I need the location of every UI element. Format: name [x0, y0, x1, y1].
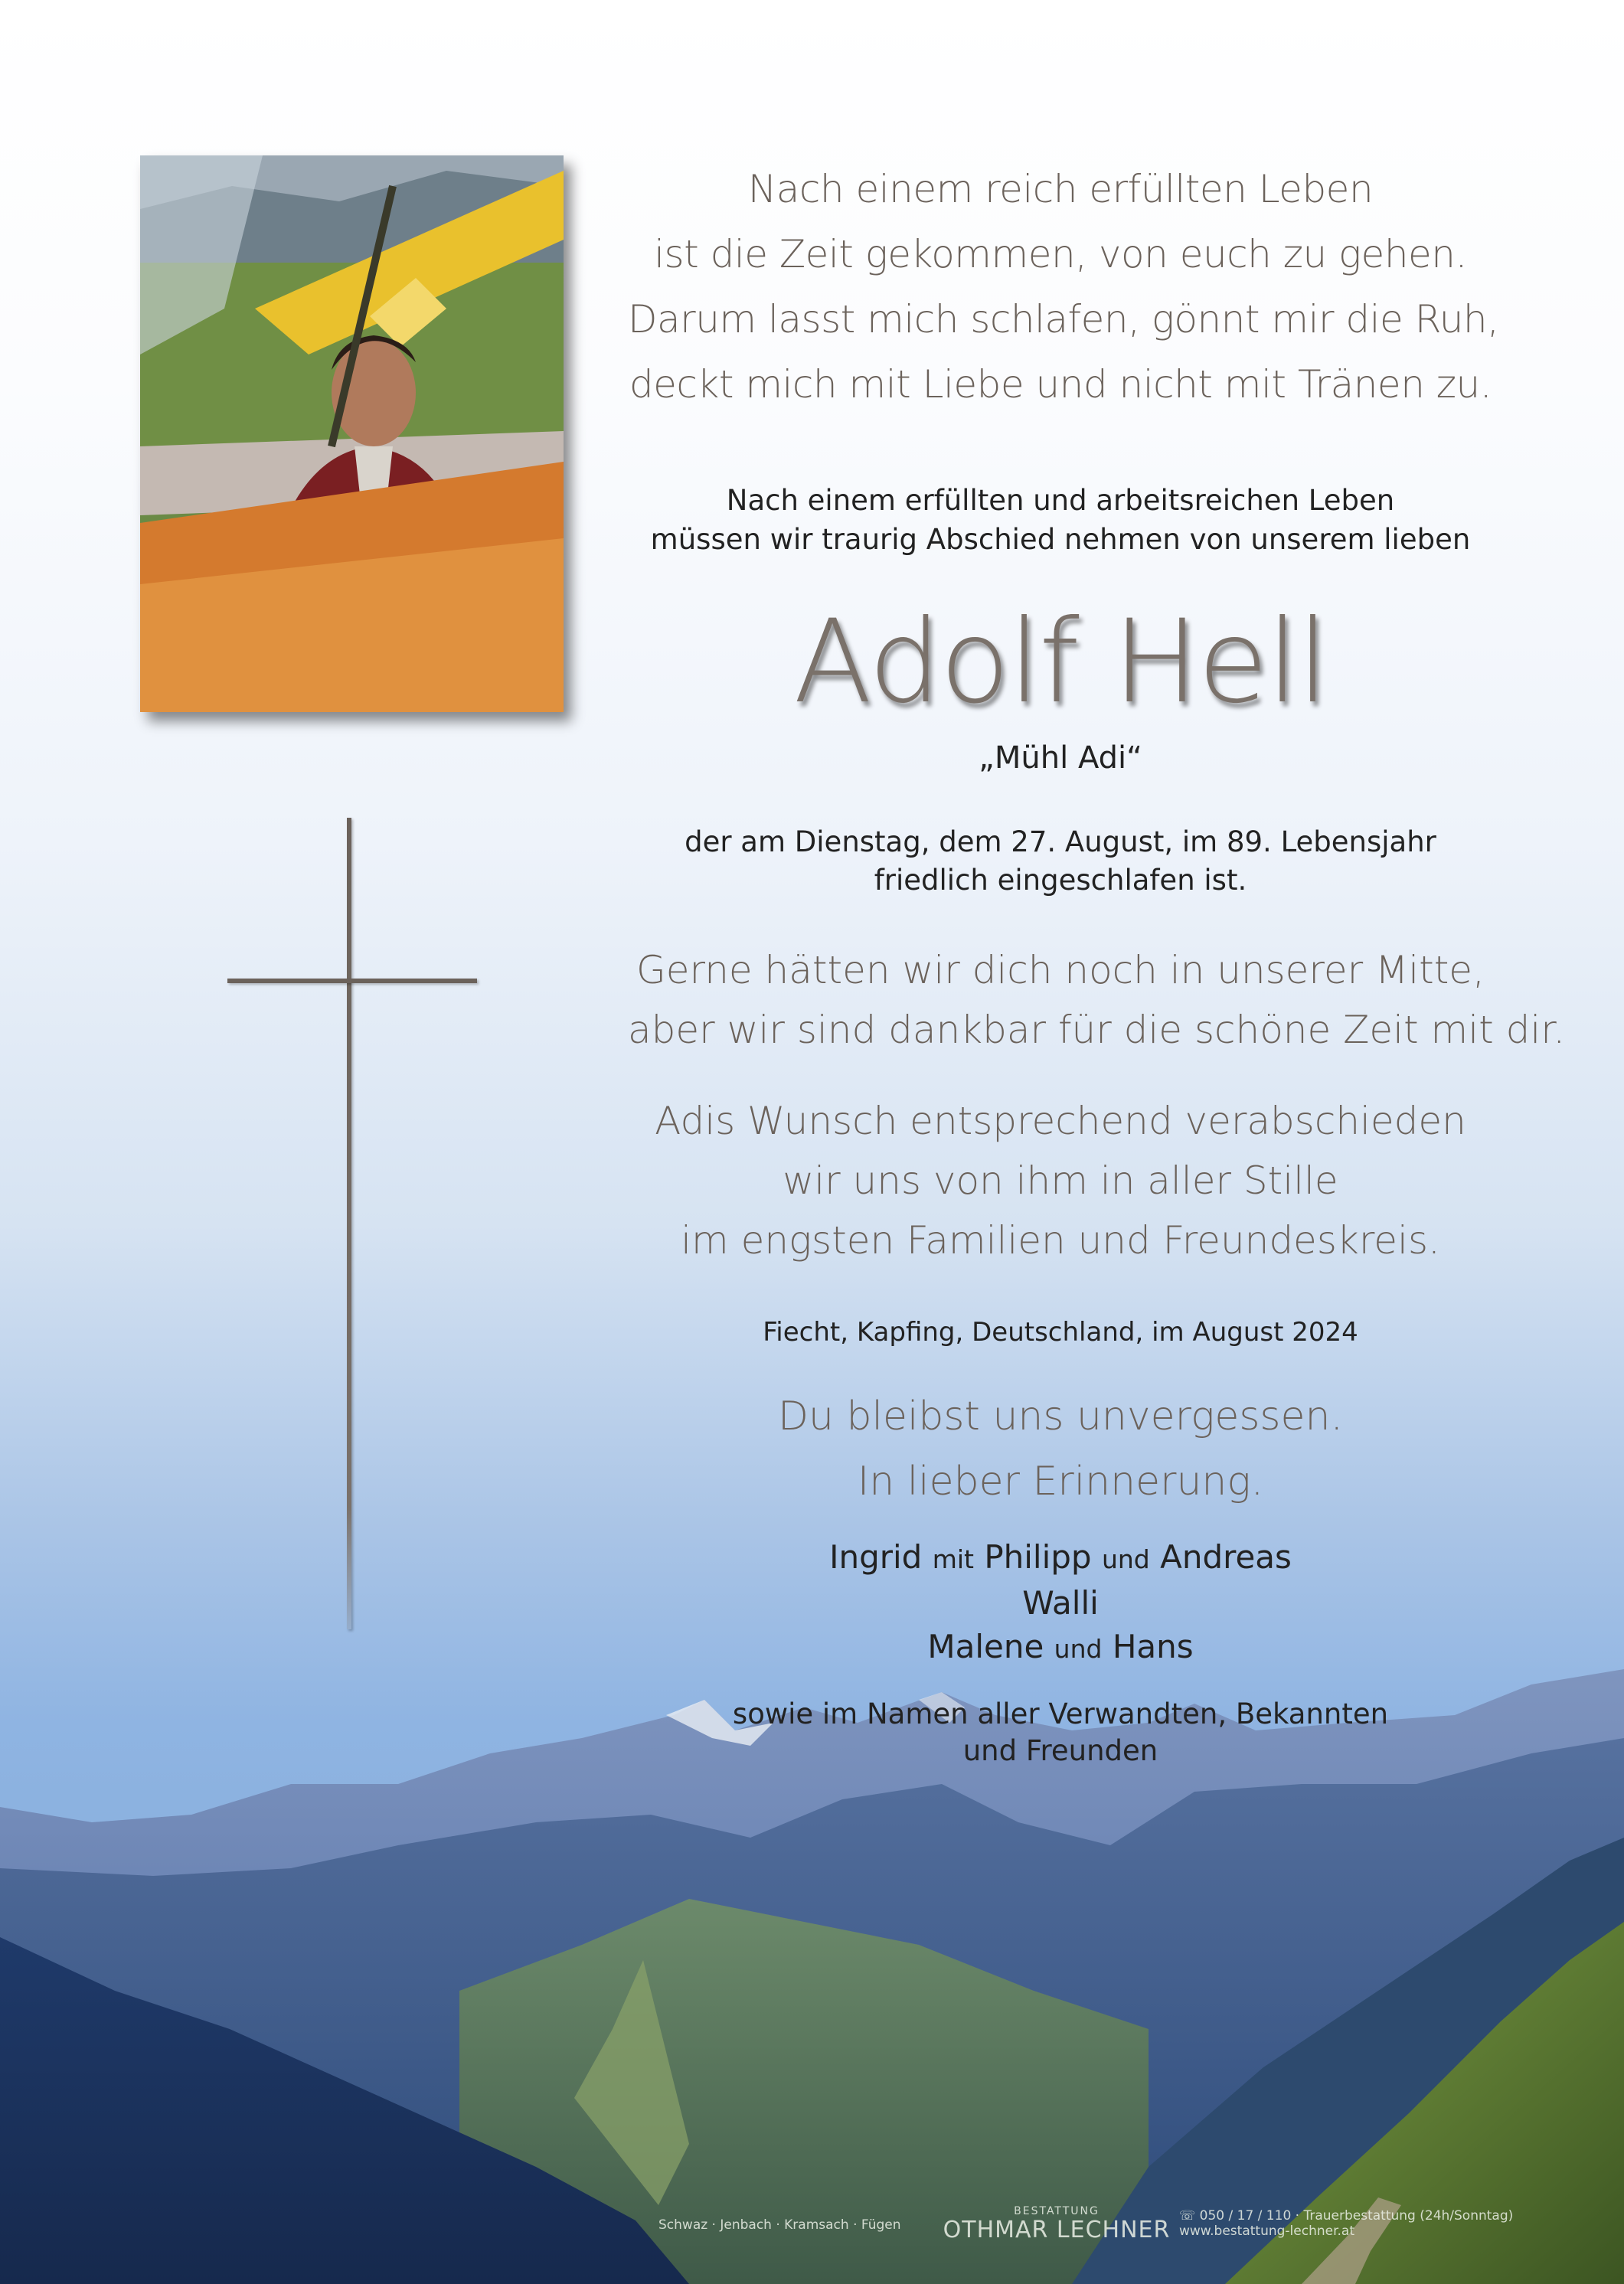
verse-line: Nach einem reich erfüllten Leben — [747, 167, 1374, 211]
remembrance-line: Du bleibst uns unvergessen. — [778, 1394, 1343, 1439]
family-member: Malene — [927, 1628, 1044, 1665]
family-connector: und — [1101, 1544, 1150, 1574]
brand-name: OTHMAR LECHNER — [943, 2217, 1171, 2243]
family-names — [628, 1535, 1493, 1671]
remembrance-line: In lieber Erinnerung. — [857, 1459, 1264, 1505]
family-line-2: Walli — [1022, 1584, 1099, 1622]
opening-verse — [628, 157, 1499, 417]
death-line: friedlich eingeschlafen ist. — [874, 864, 1247, 897]
footer-phone: ☏ 050 / 17 / 110 · Trauerbestattung (24h/Sonntag) — [1179, 2208, 1514, 2224]
family-line-1 — [628, 1535, 1493, 1581]
family-member: Ingrid — [829, 1538, 923, 1576]
deceased-name: Adolf Hell — [793, 596, 1328, 729]
wish-line: aber wir sind dankbar für die schöne Zeit mit dir. — [628, 1008, 1566, 1052]
verse-line: Darum lasst mich schlafen, gönnt mir die Ruh, — [628, 297, 1499, 341]
farewell-text — [628, 1091, 1493, 1270]
place-date: Fiecht, Kapfing, Deutschland, im August 2024 — [763, 1317, 1358, 1348]
family-connector: und — [1054, 1634, 1103, 1664]
wish-line: Gerne hätten wir dich noch in unserer Mitte, — [636, 948, 1485, 992]
cross-icon — [347, 818, 351, 1629]
footer-locations: Schwaz · Jenbach · Kramsach · Fügen — [658, 2217, 901, 2233]
closing-line: sowie im Namen aller Verwandten, Bekannten — [732, 1697, 1389, 1730]
family-connector: mit — [932, 1544, 974, 1574]
family-member: Philipp — [984, 1538, 1092, 1576]
wish-text — [628, 940, 1566, 1060]
farewell-line: Adis Wunsch entsprechend verabschieden — [655, 1099, 1466, 1143]
funeral-home-logo — [942, 2205, 1171, 2243]
family-member: Hans — [1112, 1628, 1194, 1665]
verse-line: deckt mich mit Liebe und nicht mit Tränen zu. — [629, 362, 1492, 407]
farewell-line: wir uns von ihm in aller Stille — [783, 1158, 1338, 1203]
intro-line: müssen wir traurig Abschied nehmen von unserem lieben — [650, 523, 1471, 556]
footer-contact — [1179, 2208, 1513, 2239]
farewell-line: im engsten Familien und Freundeskreis. — [681, 1218, 1440, 1263]
death-line: der am Dienstag, dem 27. August, im 89. Lebensjahr — [685, 825, 1436, 858]
intro-text — [628, 481, 1493, 559]
family-line-3 — [628, 1625, 1493, 1671]
portrait-photo — [140, 155, 564, 712]
brand-small: BESTATTUNG — [1014, 2205, 1100, 2217]
remembrance-text — [628, 1384, 1493, 1514]
verse-line: ist die Zeit gekommen, von euch zu gehen. — [654, 232, 1467, 276]
closing-line: und Freunden — [962, 1734, 1158, 1767]
intro-line: Nach einem erfüllten und arbeitsreichen Leben — [726, 484, 1395, 517]
closing-text — [628, 1696, 1493, 1769]
funeral-home-footer — [655, 2202, 1514, 2248]
deceased-nickname: „Mühl Adi“ — [979, 740, 1142, 776]
cross-icon-bar — [227, 979, 477, 983]
family-member: Andreas — [1160, 1538, 1292, 1576]
footer-web: www.bestattung-lechner.at — [1179, 2224, 1355, 2239]
death-notice — [628, 823, 1493, 900]
